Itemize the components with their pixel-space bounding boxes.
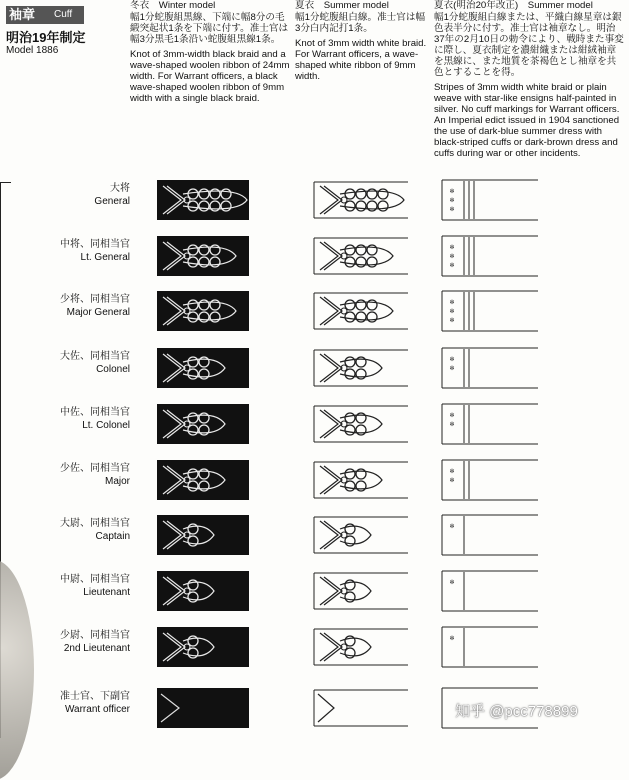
title-jp: 袖章 <box>9 7 36 22</box>
rank-en: Colonel <box>96 364 130 375</box>
winter-cuff-3 <box>157 348 249 388</box>
title-en: Cuff <box>54 9 73 20</box>
summer-cuff-3 <box>312 348 410 388</box>
war-cuff-1 <box>440 234 540 278</box>
watermark: 知乎 @pcc778899 <box>455 703 578 720</box>
rank-jp: 中尉、同相当官 <box>60 574 130 585</box>
svg-text:✻: ✻ <box>449 317 455 324</box>
war-cuff-3 <box>440 346 540 390</box>
svg-text:✻: ✻ <box>449 299 455 306</box>
summer-cuff-7 <box>312 571 410 611</box>
winter-head: 冬衣 Winter model <box>130 0 216 11</box>
winter-cuff-5 <box>157 460 249 500</box>
winter-cuff-1 <box>157 236 249 276</box>
winter-en: Knot of 3mm-width black braid and a wave-shaped woolen ribbon of 24mm width. For Warrant officers, a black wave-shaped woolen ribbon of 9mm width with a single black braid. <box>130 49 290 104</box>
rank-en: Major <box>104 476 130 487</box>
winter-cuff-8 <box>157 627 249 667</box>
rank-en: General <box>94 196 130 207</box>
summer-cuff-9 <box>312 688 410 728</box>
rank-name <box>60 406 130 432</box>
svg-text:✻: ✻ <box>449 188 455 195</box>
winter-cuff-9 <box>157 688 249 728</box>
rank-jp: 中将、同相当官 <box>60 239 130 250</box>
svg-text:✻: ✻ <box>449 262 455 269</box>
rank-jp: 少将、同相当官 <box>60 294 130 305</box>
rank-jp: 准士官、下副官 <box>60 691 130 702</box>
model-label: Model 1886 <box>6 45 59 56</box>
war-cuff-5 <box>440 458 540 502</box>
rank-label-5 <box>20 462 130 492</box>
winter-cuff-0 <box>157 180 249 220</box>
rank-en: 2nd Lieutenant <box>63 643 130 654</box>
war-en: Stripes of 3mm width white braid or plain weave with star-like ensigns half-painted in silver. No cuff markings for Warrant officers. An Imperial edict issued in 1904 sanctioned the use of dark-blue summer dress with black-striped cuffs or dark-brown dress and cuffs during war or other incidents. <box>434 82 620 159</box>
summer-cuff-4 <box>312 404 410 444</box>
rank-en: Lt. Colonel <box>82 420 130 431</box>
rank-name <box>60 350 130 376</box>
war-cuff-7 <box>440 569 540 613</box>
rank-label-3 <box>20 350 130 380</box>
rank-name <box>60 293 130 319</box>
svg-text:✻: ✻ <box>449 365 455 372</box>
summer-head: 夏衣 Summer model <box>295 0 389 11</box>
summer-jp: 幅1分蛇腹組白線。准士官は幅3分白内記打1条。 <box>295 12 426 34</box>
rank-name <box>60 517 130 543</box>
rank-en: Lieutenant <box>83 587 130 598</box>
rank-name <box>60 690 130 716</box>
rank-name <box>60 462 130 488</box>
rank-name <box>94 182 130 208</box>
rank-label-8 <box>20 629 130 659</box>
war-cuff-6 <box>440 513 540 557</box>
svg-text:✻: ✻ <box>449 421 455 428</box>
rank-jp: 大佐、同相当官 <box>60 351 130 362</box>
war-description <box>434 0 624 159</box>
svg-text:✻: ✻ <box>449 197 455 204</box>
summer-cuff-6 <box>312 515 410 555</box>
rank-label-1 <box>20 238 130 268</box>
svg-text:✻: ✻ <box>449 412 455 419</box>
header <box>0 0 122 90</box>
rank-name <box>60 573 130 599</box>
summer-cuff-2 <box>312 291 410 331</box>
era-label: 明治19年制定 <box>6 30 86 45</box>
summer-en: Knot of 3mm width white braid. For Warrant officers, a wave-shaped white ribbon of 9mm width. <box>295 38 427 82</box>
rank-jp: 中佐、同相当官 <box>60 407 130 418</box>
rank-en: Warrant officer <box>64 704 130 715</box>
svg-text:✻: ✻ <box>449 206 455 213</box>
rank-label-9 <box>20 690 130 720</box>
winter-cuff-2 <box>157 291 249 331</box>
svg-text:✻: ✻ <box>449 253 455 260</box>
rank-label-0 <box>20 182 130 212</box>
rank-label-6 <box>20 517 130 547</box>
summer-description <box>295 0 427 82</box>
winter-cuff-7 <box>157 571 249 611</box>
svg-text:✻: ✻ <box>449 468 455 475</box>
rank-label-7 <box>20 573 130 603</box>
rank-name <box>60 238 130 264</box>
summer-cuff-8 <box>312 627 410 667</box>
winter-jp: 幅1分蛇腹組黒線、下端に幅8分の毛緞突起状1条を下端に付す。准士官は幅3分黒毛1条沿い蛇腹組黒線1条。 <box>130 12 289 45</box>
rank-en: Major General <box>66 307 130 318</box>
war-jp: 幅1分蛇腹組白線または、平織白線星章は銀色表半分に付す。准士官は袖章なし。明治37年の2月10日の勅令により、戦時また事変に際し、夏衣制定を濃紺織または紺絨袖章を黒線に、また地質を茶褐色とし袖章を共色とすることを得。 <box>434 12 624 78</box>
rank-label-4 <box>20 406 130 436</box>
svg-text:✻: ✻ <box>449 308 455 315</box>
winter-cuff-6 <box>157 515 249 555</box>
svg-text:✻: ✻ <box>449 523 455 530</box>
rank-label-2 <box>20 293 130 323</box>
war-cuff-0 <box>440 178 540 222</box>
svg-text:✻: ✻ <box>449 579 455 586</box>
winter-cuff-4 <box>157 404 249 444</box>
rank-jp: 大将 <box>110 183 130 194</box>
war-cuff-4 <box>440 402 540 446</box>
war-cuff-2 <box>440 289 540 333</box>
rank-name <box>60 629 130 655</box>
war-cuff-8 <box>440 625 540 669</box>
rank-jp: 少佐、同相当官 <box>60 463 130 474</box>
svg-text:✻: ✻ <box>449 244 455 251</box>
summer-cuff-0 <box>312 180 410 220</box>
rank-jp: 少尉、同相当官 <box>60 630 130 641</box>
svg-text:✻: ✻ <box>449 477 455 484</box>
summer-cuff-5 <box>312 460 410 500</box>
summer-cuff-1 <box>312 236 410 276</box>
svg-text:✻: ✻ <box>449 356 455 363</box>
winter-description <box>130 0 290 104</box>
rank-en: Captain <box>95 531 130 542</box>
rank-jp: 大尉、同相当官 <box>60 518 130 529</box>
war-head: 夏衣(明治20年改正) Summer model <box>434 0 593 11</box>
svg-text:✻: ✻ <box>449 635 455 642</box>
rank-en: Lt. General <box>80 252 130 263</box>
